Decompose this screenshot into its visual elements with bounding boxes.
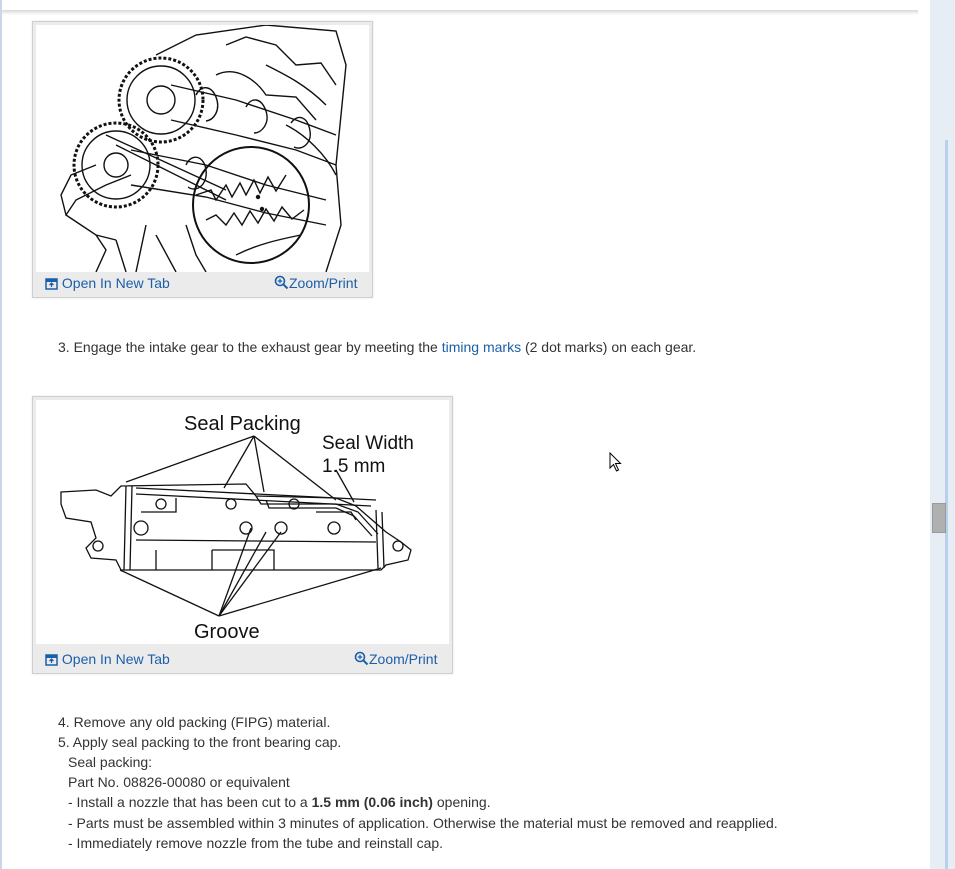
vertical-scrollbar[interactable] — [930, 0, 955, 869]
figure-seal-packing — [32, 396, 453, 674]
seal-packing-label: Seal Packing — [184, 413, 301, 435]
scrollbar-thumb[interactable] — [932, 503, 946, 533]
step-5-text: 5. Apply seal packing to the front bearing cap. — [58, 734, 342, 750]
bullet-nozzle-suffix: opening. — [432, 794, 491, 810]
seal-packing-drawing — [36, 400, 449, 644]
figure-gears-toolbar — [36, 272, 369, 294]
step-3-prefix: 3. Engage the intake gear to the exhaust gear by meeting the — [58, 339, 442, 355]
bullet-nozzle — [68, 794, 491, 810]
seal-packing-illustration[interactable] — [36, 400, 449, 644]
figure-seal-toolbar — [36, 648, 449, 670]
window-left-edge — [0, 0, 2, 869]
zoom-icon — [274, 275, 289, 290]
mouse-pointer-icon — [609, 452, 623, 472]
zoom-print-label: Zoom/Print — [289, 275, 358, 291]
open-in-new-tab-label: Open In New Tab — [61, 651, 170, 667]
zoom-print-link[interactable] — [274, 275, 357, 291]
top-toolbar-edge — [0, 0, 930, 10]
step-4-text: 4. Remove any old packing (FIPG) material. — [58, 714, 331, 730]
content-right-gap — [918, 0, 930, 869]
seal-width-value: 1.5 mm — [322, 456, 386, 477]
open-new-tab-icon — [45, 278, 58, 290]
bullet-assembly-time: - Parts must be assembled within 3 minutes of application. Otherwise the material must be removed and reapplied. — [68, 815, 778, 831]
seal-packing-heading: Seal packing: — [68, 754, 153, 770]
bullet-reinstall-cap: - Immediately remove nozzle from the tube and reinstall cap. — [68, 835, 444, 851]
zoom-print-link[interactable] — [354, 651, 437, 667]
zoom-print-label: Zoom/Print — [369, 651, 438, 667]
timing-marks-link[interactable]: timing marks — [441, 339, 522, 355]
gears-drawing — [36, 25, 369, 272]
figure-gears — [32, 21, 373, 298]
bullet-nozzle-bold: 1.5 mm (0.06 inch) — [311, 794, 433, 810]
open-in-new-tab-link[interactable] — [45, 651, 170, 667]
open-in-new-tab-link[interactable] — [45, 275, 170, 291]
gears-illustration[interactable] — [36, 25, 369, 272]
zoom-icon — [354, 651, 369, 666]
step-3-text — [58, 339, 696, 355]
open-new-tab-icon — [45, 654, 58, 666]
step-3-suffix: (2 dot marks) on each gear. — [521, 339, 697, 355]
bullet-nozzle-prefix: - Install a nozzle that has been cut to a — [68, 794, 312, 810]
groove-label: Groove — [194, 621, 260, 643]
seal-width-label: Seal Width — [322, 433, 414, 454]
open-in-new-tab-label: Open In New Tab — [61, 275, 170, 291]
part-number: Part No. 08826-00080 or equivalent — [68, 774, 290, 790]
